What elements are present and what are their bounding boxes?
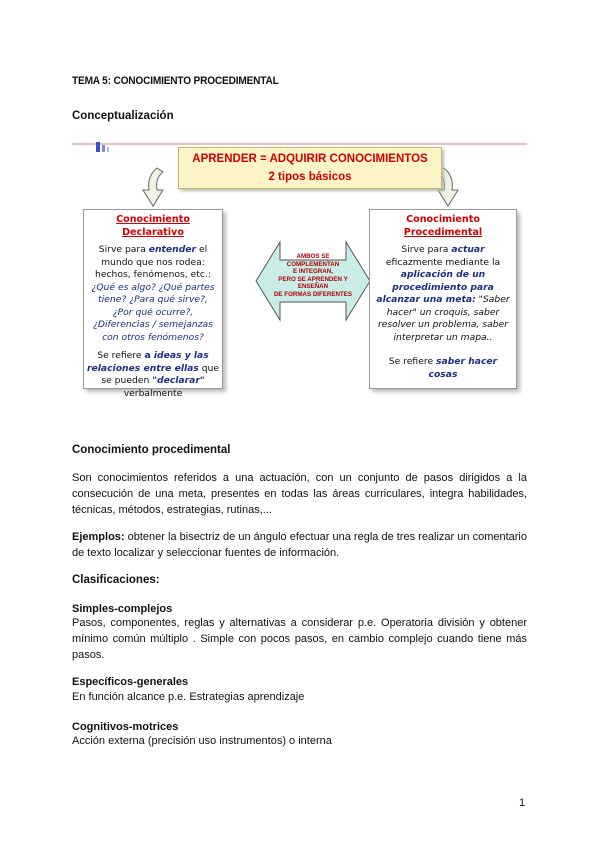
declarative-ref-1: Se refiere [97, 350, 145, 361]
procedural-text-actuar: actuar [451, 244, 485, 255]
classifications-heading: Clasificaciones: [72, 574, 160, 586]
curved-arrow-left-icon [143, 168, 163, 206]
procedural-text-aplicacion: aplicación de un procedimiento para alcanzar una meta: [376, 269, 494, 305]
class-especificos-title: Específicos-generales [72, 676, 189, 688]
banner-line-2: 2 tipos básicos [268, 171, 352, 183]
class-cognitivos-title: Cognitivos-motrices [72, 721, 179, 733]
examples-text: obtener la bisectriz de un ángulo efectuar una regla de tres realizar un comentario de texto localizar y seleccionar fuentes de información. [72, 531, 527, 559]
page-number: 1 [519, 797, 526, 809]
center-line-6: DE FORMAS DIFERENTES [273, 290, 353, 298]
declarative-ref-4: que se pueden [101, 362, 220, 386]
declarative-text-1: Sirve para [98, 244, 149, 255]
procedural-text-1: Sirve para [401, 244, 452, 255]
declarative-ref-6: verbalmente [123, 387, 183, 399]
procedural-title-1: Conocimiento [406, 214, 480, 225]
center-line-1: AMBOS SE [296, 253, 330, 260]
declarative-text-entender: entender [148, 244, 197, 255]
paragraph-examples [72, 529, 527, 561]
procedural-text-saber-hacer: "Saber hacer" un croquis, saber resolver un problema, saber interpretar un mapa.. [377, 294, 510, 343]
section-heading-conceptualizacion: Conceptualización [72, 110, 174, 122]
center-line-2: COMPLEMENTAN [286, 260, 340, 268]
declarative-box [83, 209, 223, 399]
center-arrow-text [254, 253, 372, 299]
class-especificos-text: En función alcance p.e. Estrategias aprendizaje [72, 691, 305, 703]
declarative-text-3: el mundo que nos rodea: hechos, fenómenos, etc.: [95, 244, 211, 280]
class-simples-title: Simples-complejos [72, 603, 173, 615]
procedural-text-3: eficazmente mediante la [385, 256, 501, 268]
banner-line-1: APRENDER = ADQUIRIR CONOCIMIENTOS [192, 153, 428, 165]
procedural-title-2: Procedimental [403, 226, 483, 238]
examples-label: Ejemplos: [72, 531, 125, 543]
center-line-4: PERO SE APRENDEN Y [278, 275, 348, 283]
declarative-ref-2: a [144, 350, 154, 361]
declarative-title: Conocimiento Declarativo [116, 214, 190, 238]
procedural-ref-1: Se refiere [388, 356, 437, 367]
section-heading-procedimental: Conocimiento procedimental [72, 444, 231, 456]
declarative-ref-declarar: "declarar" [152, 375, 205, 386]
paragraph-definition: Son conocimientos referidos a una actuación, con un conjunto de pasos dirigidos a la consecución de una meta, presentes en todas las áreas curriculares, integra habilidades, técnicas, métodos, estrategias, rutinas,... [72, 472, 527, 516]
class-cognitivos-text: Acción externa (precisión uso instrumentos) o interna [72, 735, 332, 747]
document-title: TEMA 5: CONOCIMIENTO PROCEDIMENTAL [72, 75, 279, 87]
concept-diagram [72, 140, 527, 400]
diagram-banner [178, 147, 442, 189]
procedural-box [369, 209, 517, 389]
center-line-5: ENSEÑAN [297, 283, 329, 291]
procedural-ref-2: saber hacer cosas [428, 356, 498, 380]
declarative-questions: ¿Qué es algo? ¿Qué partes tiene? ¿Para qué sirve?, ¿Por qué ocurre?, ¿Diferencias / semejanzas con otros fenómenos? [91, 281, 215, 343]
declarative-ref-ideas: ideas y las relaciones entre ellas [87, 350, 209, 374]
center-line-3: E INTEGRAN, [293, 268, 333, 276]
class-simples-text: Pasos, componentes, reglas y alternativas a considerar p.e. Operatoria división y obtener mínimo común múltiplo . Simple con pocos pasos, en cambio complejo cuando tiene más pasos. [72, 617, 527, 661]
